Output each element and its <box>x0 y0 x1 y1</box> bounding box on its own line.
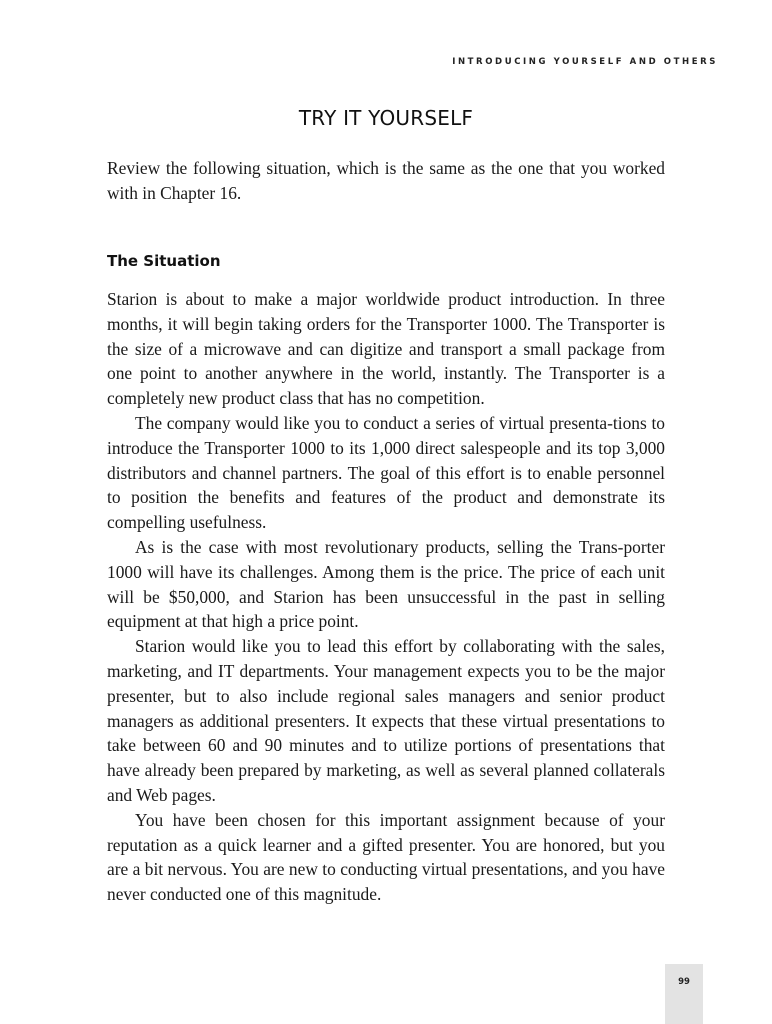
body-paragraph-4: Starion would like you to lead this effort by collaborating with the sales, marketing, and IT departments. Your management expects you to be the major presenter, but to also include regional sales managers and senior product managers as additional presenters. It expects that these virtual presentations to take between 60 and 90 minutes and to utilize portions of presentations that have already been prepared by marketing, as well as several planned collaterals and Web pages. <box>107 636 665 805</box>
body-paragraph-2: The company would like you to conduct a series of virtual presenta-tions to introduce the Transporter 1000 to its 1,000 direct salespeople and its top 3,000 distributors and channel partners. The goal of this effort is to enable personnel to position the benefits and features of the product and demonstrate its compelling usefulness. <box>107 412 665 533</box>
body-paragraph-3: As is the case with most revolutionary products, selling the Trans-porter 1000 will have its challenges. Among them is the price. The price of each unit will be $50,000, and Starion has been unsuccessful in the past in selling equipment at that high a price point. <box>107 536 665 632</box>
page-number: 99 <box>678 977 690 987</box>
page-number-tab <box>665 964 703 1024</box>
situation-body <box>107 287 665 907</box>
body-paragraph-5: You have been chosen for this important assignment because of your reputation as a quick learner and a gifted presenter. You are honored, but you are a bit nervous. You are new to conducting virtual presentations, and you have never conducted one of this magnitude. <box>107 809 665 905</box>
intro-paragraph: Review the following situation, which is the same as the one that you worked with in Chapter 16. <box>107 158 665 203</box>
section-title: TRY IT YOURSELF <box>298 106 474 130</box>
running-head: INTRODUCING YOURSELF AND OTHERS <box>452 57 718 67</box>
body-paragraph-1: Starion is about to make a major worldwide product introduction. In three months, it will begin taking orders for the Transporter 1000. The Transporter is the size of a microwave and can digitize and transport a small package from one point to another anywhere in the world, instantly. The Transporter is a completely new product class that has no competition. <box>107 289 665 409</box>
subheading-the-situation: The Situation <box>107 252 221 270</box>
